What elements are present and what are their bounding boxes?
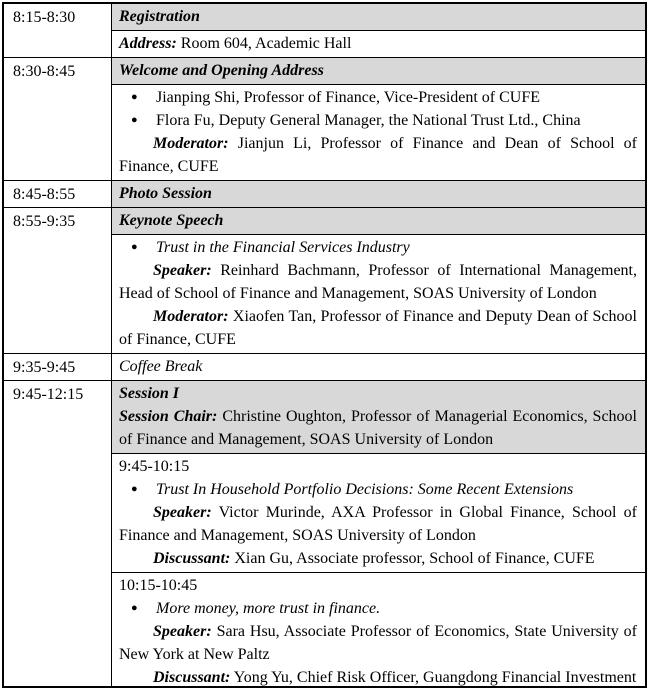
- sessionchair-line: [119, 405, 637, 451]
- field-label: Discussant:: [153, 550, 231, 567]
- agenda-section: [112, 453, 645, 572]
- sub-session-time: 10:15-10:45: [119, 577, 198, 594]
- bullet-item: [119, 236, 637, 259]
- field-value: Xian Gu, Associate professor, School of Finance, CUFE: [234, 550, 595, 567]
- field-label: Moderator:: [153, 135, 229, 152]
- discussant-line: [119, 666, 637, 688]
- agenda-row: [4, 4, 645, 58]
- content-cell: [112, 4, 645, 57]
- field-value: Christine Oughton, Professor of Managerial Economics, School of Finance and Management, SOAS University of London: [119, 408, 637, 448]
- time-range: 8:55-9:35: [13, 213, 76, 230]
- field-label: Speaker:: [153, 623, 212, 640]
- agenda-row: [4, 58, 645, 181]
- content-cell: [112, 354, 645, 380]
- agenda-section: [112, 30, 645, 57]
- agenda-section: [112, 84, 645, 180]
- content-cell: [112, 381, 645, 688]
- agenda-section: [112, 208, 645, 234]
- bullet-item: [119, 86, 637, 109]
- content-cell: [112, 181, 645, 207]
- field-value: Yong Yu, Chief Risk Officer, Guangdong Financial Investment: [233, 669, 637, 686]
- discussant-line: [119, 547, 637, 570]
- field-value: Victor Murinde, AXA Professor in Global Finance, School of Finance and Management, SOAS University of London: [119, 504, 637, 544]
- speaker-line: [119, 259, 637, 305]
- time-cell: [4, 58, 112, 180]
- field-value: Room 604, Academic Hall: [180, 35, 352, 52]
- talk-title: Trust In Household Portfolio Decisions: Some Recent Extensions: [156, 481, 574, 498]
- agenda-section: [112, 354, 645, 380]
- speaker-line: [119, 620, 637, 666]
- talk-title: More money, more trust in finance.: [156, 600, 381, 617]
- bullet-item: [119, 478, 637, 501]
- session-title: Keynote Speech: [119, 212, 224, 229]
- time-cell: [4, 181, 112, 207]
- field-value: Sara Hsu, Associate Professor of Economics, State University of New York at New Paltz: [119, 623, 638, 663]
- time-range: 9:45-12:15: [13, 386, 84, 403]
- field-value: Xiaofen Tan, Professor of Finance and Deputy Dean of School of Finance, CUFE: [119, 308, 637, 348]
- bullet-item: [119, 109, 637, 132]
- agenda-section: [112, 381, 645, 453]
- session-title: Photo Session: [119, 185, 212, 202]
- time-range: 8:45-8:55: [13, 186, 76, 203]
- time-range: 8:15-8:30: [13, 9, 76, 26]
- agenda-row: [4, 381, 645, 688]
- moderator-line: [119, 132, 637, 178]
- time-cell: [4, 381, 112, 688]
- moderator-line: [119, 305, 637, 351]
- agenda-section: [112, 58, 645, 84]
- presenter-name: Jianping Shi, Professor of Finance, Vice-President of CUFE: [156, 89, 541, 106]
- bullet-icon: ●: [131, 91, 138, 103]
- bullet-icon: ●: [131, 114, 138, 126]
- field-label: Moderator:: [153, 308, 229, 325]
- field-label: Speaker:: [153, 262, 212, 279]
- sub-session-time: 9:45-10:15: [119, 458, 190, 475]
- agenda-row: [4, 181, 645, 208]
- field-label: Discussant:: [153, 669, 231, 686]
- talk-title: Trust in the Financial Services Industry: [156, 239, 410, 256]
- field-value: Reinhard Bachmann, Professor of International Management, Head of School of Finance and Management, SOAS University of London: [119, 262, 637, 302]
- content-cell: [112, 208, 645, 353]
- time-cell: [4, 208, 112, 353]
- time-range: 8:30-8:45: [13, 63, 76, 80]
- session-title: Registration: [119, 8, 200, 25]
- agenda-section: [112, 181, 645, 207]
- bullet-item: [119, 597, 637, 620]
- session-title: Welcome and Opening Address: [119, 62, 324, 79]
- bullet-icon: ●: [131, 602, 138, 614]
- session-title: Coffee Break: [119, 358, 203, 375]
- time-range: 9:35-9:45: [13, 359, 76, 376]
- agenda-row: [4, 208, 645, 354]
- agenda-section: [112, 572, 645, 688]
- address-line: [119, 32, 637, 55]
- presenter-name: Flora Fu, Deputy General Manager, the National Trust Ltd., China: [156, 112, 581, 129]
- conference-agenda-table: [2, 2, 647, 688]
- field-label: Speaker:: [153, 504, 212, 521]
- time-cell: [4, 354, 112, 380]
- field-label: Session Chair:: [119, 408, 218, 425]
- field-label: Address:: [119, 35, 177, 52]
- agenda-row: [4, 354, 645, 381]
- time-cell: [4, 4, 112, 57]
- speaker-line: [119, 501, 637, 547]
- field-value: Jianjun Li, Professor of Finance and Dean of School of Finance, CUFE: [119, 135, 638, 175]
- agenda-section: [112, 234, 645, 353]
- session-title: Session I: [119, 385, 180, 402]
- bullet-icon: ●: [131, 483, 138, 495]
- bullet-icon: ●: [131, 241, 138, 253]
- content-cell: [112, 58, 645, 180]
- agenda-section: [112, 4, 645, 30]
